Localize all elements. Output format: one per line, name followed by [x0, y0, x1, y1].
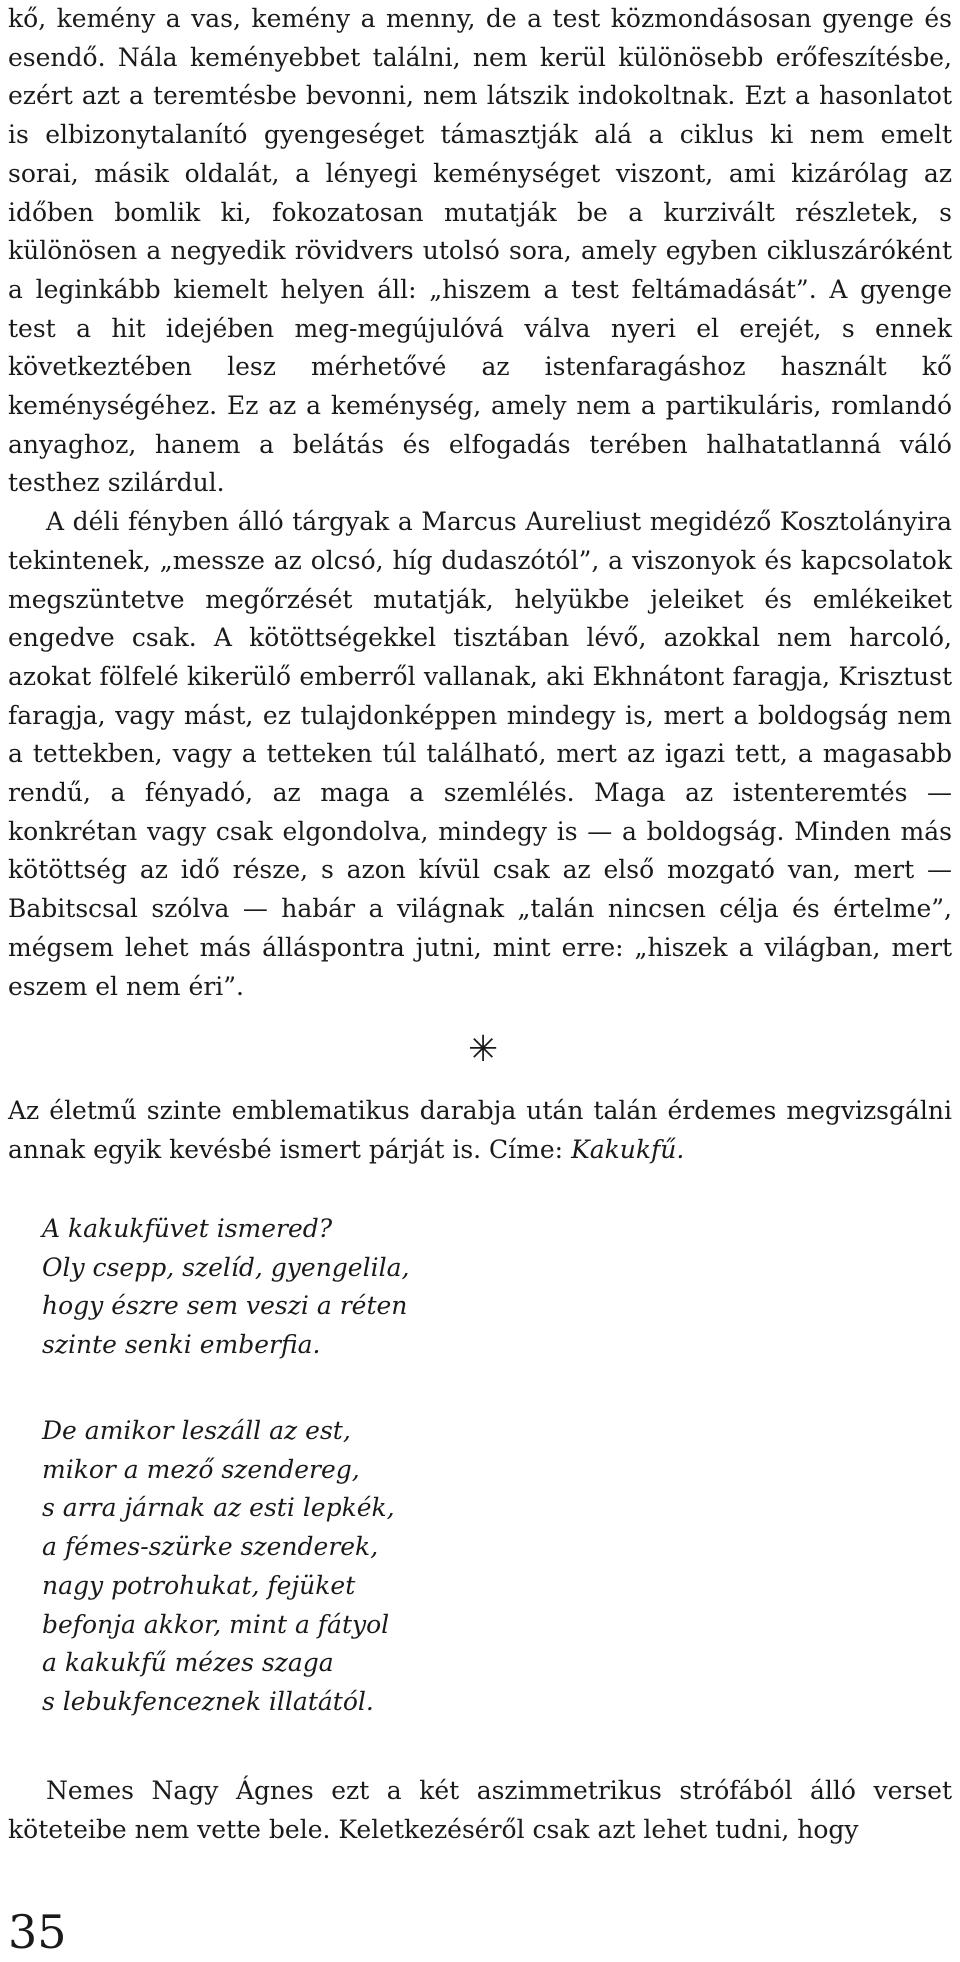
main-text-block [8, 0, 952, 1006]
intro-text-block [8, 1092, 952, 1169]
intro-text: Az életmű szinte emblematikus darabja után talán érdemes megvizsgálni annak egyik kevésbé ismert párját is. Címe: [8, 1096, 952, 1164]
paragraph-marcus-aurelius: A déli fényben álló tárgyak a Marcus Aureliust megidéző Kosztolányira tekintenek, „messze az olcsó, híg dudaszótól”, a viszonyok és kapcsolatok megszüntetve megőrzését mutatják, helyükbe jeleiket és emlékeiket engedve csak. A kötöttségekkel tisztában lévő, azokkal nem harcoló, azokat fölfelé kikerülő emberről vallanak, aki Ekhnátont faragja, Krisztust faragja, vagy mást, ez tulajdonképpen mindegy is, mert a boldogság nem a tettekben, vagy a tetteken túl található, mert az igazi tett, a magasabb rendű, a fényadó, az maga a szemlélés. Maga az istenteremtés — konkrétan vagy csak elgondolva, mindegy is — a boldogság. Minden más kötöttség az idő része, s azon kívül csak az első mozgató van, mert — Babitscsal szólva — habár a világnak „talán nincsen célja és értelme”, mégsem lehet más álláspontra jutni, mint erre: „hiszek a világban, mert eszem el nem éri”. [8, 507, 952, 1001]
poem-line: mikor a mező szendereg, [42, 1454, 360, 1484]
poem-title: Kakukfű. [571, 1134, 685, 1164]
poem-line: hogy észre sem veszi a réten [42, 1291, 408, 1321]
paragraph-intro [8, 1092, 952, 1169]
section-separator-icon: ✳ [468, 1029, 499, 1070]
paragraph-continued: kő, kemény a vas, kemény a menny, de a test közmondásosan gyenge és esendő. Nála keményebbet találni, nem kerül különösebb erőfeszítésbe, ezért azt a teremtésbe bevonni, nem látszik indokoltnak. Ezt a hasonlatot is elbizonytalanító gyengeséget támasztják alá a ciklus ki nem emelt sorai, másik oldalát, a lényegi keménységet viszont, ami kizárólag az időben bomlik ki, fokozatosan mutatják be a kurzivált részletek, s különösen a negyedik rövidvers utolsó sora, amely egyben cikluszáróként a leginkább kiemelt helyen áll: „hiszem a test feltámadását”. A gyenge test a hit idejében meg-megújulóvá válva nyeri el erejét, s ennek következtében lesz mérhetővé az istenfaragáshoz használt kő keménységéhez. Ez az a keménység, amely nem a partikuláris, romlandó anyaghoz, hanem a belátás és elfogadás terében halhatatlanná váló testhez szilárdul. [8, 4, 952, 498]
poem-line: befonja akkor, mint a fátyol [42, 1609, 390, 1639]
poem-line: A kakukfüvet ismered? [42, 1214, 333, 1243]
poem-line: szinte senki emberfia. [42, 1330, 321, 1360]
poem-line: nagy potrohukat, fejüket [42, 1570, 356, 1600]
poem-line: s arra járnak az esti lepkék, [42, 1493, 395, 1523]
paragraph-closing: Nemes Nagy Ágnes ezt a két aszimmetrikus strófából álló verset köteteibe nem vette bele. Keletkezéséről csak azt lehet tudni, hogy [8, 1776, 952, 1844]
poem-line: De amikor leszáll az est, [42, 1416, 351, 1445]
poem-line: s lebukfenceznek illatától. [42, 1686, 374, 1716]
closing-text-block [8, 1772, 952, 1849]
poem-stanza-2 [42, 1412, 942, 1722]
poem-stanza-1 [42, 1210, 942, 1365]
page-number: 35 [8, 1905, 67, 1959]
poem-line: Oly csepp, szelíd, gyengelila, [42, 1252, 410, 1282]
poem-line: a kakukfű mézes szaga [42, 1648, 334, 1678]
poem-line: a fémes-szürke szenderek, [42, 1532, 379, 1562]
